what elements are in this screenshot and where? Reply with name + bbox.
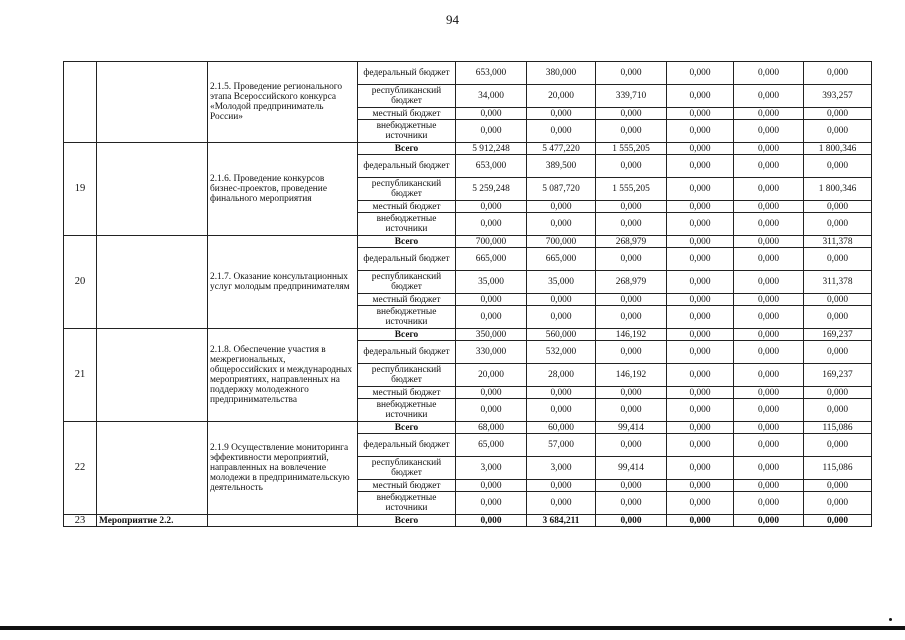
amount-cell: 0,000 xyxy=(804,213,872,236)
amount-cell: 0,000 xyxy=(804,108,872,120)
amount-cell: 1 800,346 xyxy=(804,143,872,155)
amount-cell: 0,000 xyxy=(667,85,734,108)
amount-cell: 0,000 xyxy=(804,155,872,178)
funding-source: федеральный бюджет xyxy=(358,62,456,85)
amount-cell: 0,000 xyxy=(456,108,527,120)
amount-cell: 0,000 xyxy=(667,155,734,178)
table-row xyxy=(64,515,872,527)
amount-cell: 0,000 xyxy=(667,434,734,457)
funding-source: внебюджетные источники xyxy=(358,120,456,143)
amount-cell: 0,000 xyxy=(527,108,596,120)
amount-cell: 0,000 xyxy=(734,515,804,527)
amount-cell: 0,000 xyxy=(596,294,667,306)
amount-cell: 0,000 xyxy=(527,480,596,492)
amount-cell: 0,000 xyxy=(667,480,734,492)
amount-cell: 0,000 xyxy=(527,387,596,399)
amount-cell: 0,000 xyxy=(667,143,734,155)
amount-cell: 0,000 xyxy=(667,306,734,329)
activity-name xyxy=(208,515,358,527)
amount-cell: 0,000 xyxy=(667,62,734,85)
amount-cell: 0,000 xyxy=(667,271,734,294)
amount-cell: 0,000 xyxy=(527,201,596,213)
amount-cell: 0,000 xyxy=(734,213,804,236)
funding-source: внебюджетные источники xyxy=(358,306,456,329)
amount-cell: 0,000 xyxy=(804,492,872,515)
amount-cell: 0,000 xyxy=(456,213,527,236)
amount-cell: 380,000 xyxy=(527,62,596,85)
amount-cell: 0,000 xyxy=(596,387,667,399)
amount-cell: 268,979 xyxy=(596,236,667,248)
amount-cell: 1 555,205 xyxy=(596,178,667,201)
funding-source: внебюджетные источники xyxy=(358,399,456,422)
amount-cell: 20,000 xyxy=(527,85,596,108)
amount-cell: 0,000 xyxy=(734,201,804,213)
amount-cell: 0,000 xyxy=(456,492,527,515)
amount-cell: 0,000 xyxy=(734,248,804,271)
amount-cell: 653,000 xyxy=(456,62,527,85)
funding-source: Всего xyxy=(358,515,456,527)
funding-source: федеральный бюджет xyxy=(358,434,456,457)
amount-cell: 0,000 xyxy=(596,120,667,143)
amount-cell: 0,000 xyxy=(734,85,804,108)
amount-cell: 0,000 xyxy=(667,248,734,271)
amount-cell: 1 555,205 xyxy=(596,143,667,155)
amount-cell: 169,237 xyxy=(804,364,872,387)
amount-cell: 5 259,248 xyxy=(456,178,527,201)
amount-cell: 0,000 xyxy=(527,120,596,143)
amount-cell: 532,000 xyxy=(527,341,596,364)
funding-source: местный бюджет xyxy=(358,108,456,120)
amount-cell: 0,000 xyxy=(804,294,872,306)
amount-cell: 115,086 xyxy=(804,457,872,480)
funding-source: местный бюджет xyxy=(358,294,456,306)
amount-cell: 0,000 xyxy=(596,62,667,85)
amount-cell: 3 684,211 xyxy=(527,515,596,527)
amount-cell: 0,000 xyxy=(596,434,667,457)
amount-cell: 0,000 xyxy=(527,492,596,515)
amount-cell: 0,000 xyxy=(456,480,527,492)
amount-cell: 0,000 xyxy=(804,434,872,457)
funding-source: республиканский бюджет xyxy=(358,457,456,480)
amount-cell: 0,000 xyxy=(527,306,596,329)
funding-source: местный бюджет xyxy=(358,480,456,492)
amount-cell: 0,000 xyxy=(596,213,667,236)
amount-cell: 268,979 xyxy=(596,271,667,294)
amount-cell: 0,000 xyxy=(527,294,596,306)
program-cell xyxy=(97,329,208,422)
amount-cell: 0,000 xyxy=(596,155,667,178)
amount-cell: 0,000 xyxy=(596,492,667,515)
amount-cell: 393,257 xyxy=(804,85,872,108)
amount-cell: 0,000 xyxy=(596,515,667,527)
amount-cell: 169,237 xyxy=(804,329,872,341)
amount-cell: 0,000 xyxy=(734,399,804,422)
funding-source: республиканский бюджет xyxy=(358,364,456,387)
amount-cell: 0,000 xyxy=(734,143,804,155)
amount-cell: 0,000 xyxy=(734,364,804,387)
amount-cell: 60,000 xyxy=(527,422,596,434)
amount-cell: 0,000 xyxy=(456,294,527,306)
amount-cell: 28,000 xyxy=(527,364,596,387)
amount-cell: 0,000 xyxy=(734,120,804,143)
amount-cell: 0,000 xyxy=(734,492,804,515)
amount-cell: 0,000 xyxy=(667,236,734,248)
amount-cell: 0,000 xyxy=(667,178,734,201)
amount-cell: 5 087,720 xyxy=(527,178,596,201)
amount-cell: 3,000 xyxy=(527,457,596,480)
budget-table-body xyxy=(64,62,872,527)
row-number: 21 xyxy=(64,329,97,422)
amount-cell: 0,000 xyxy=(804,387,872,399)
amount-cell: 311,378 xyxy=(804,236,872,248)
amount-cell: 0,000 xyxy=(667,108,734,120)
amount-cell: 311,378 xyxy=(804,271,872,294)
amount-cell: 0,000 xyxy=(667,329,734,341)
amount-cell: 0,000 xyxy=(734,480,804,492)
amount-cell: 0,000 xyxy=(596,341,667,364)
amount-cell: 146,192 xyxy=(596,329,667,341)
amount-cell: 0,000 xyxy=(804,201,872,213)
amount-cell: 0,000 xyxy=(804,515,872,527)
amount-cell: 0,000 xyxy=(667,201,734,213)
amount-cell: 0,000 xyxy=(734,108,804,120)
amount-cell: 1 800,346 xyxy=(804,178,872,201)
amount-cell: 0,000 xyxy=(527,399,596,422)
funding-source: республиканский бюджет xyxy=(358,271,456,294)
amount-cell: 65,000 xyxy=(456,434,527,457)
table-row xyxy=(64,62,872,85)
table-row xyxy=(64,143,872,155)
amount-cell: 0,000 xyxy=(667,213,734,236)
amount-cell: 0,000 xyxy=(667,399,734,422)
amount-cell: 0,000 xyxy=(527,213,596,236)
activity-name: 2.1.9 Осуществление мониторинга эффективности мероприятий, направленных на вовлечение молодежи в предпринимательскую деятельность xyxy=(208,422,358,515)
amount-cell: 115,086 xyxy=(804,422,872,434)
amount-cell: 0,000 xyxy=(804,306,872,329)
activity-name: 2.1.6. Проведение конкурсов бизнес-проектов, проведение финального мероприятия xyxy=(208,143,358,236)
funding-source: федеральный бюджет xyxy=(358,341,456,364)
amount-cell: 68,000 xyxy=(456,422,527,434)
amount-cell: 0,000 xyxy=(734,329,804,341)
funding-source: Всего xyxy=(358,143,456,155)
amount-cell: 700,000 xyxy=(527,236,596,248)
program-cell xyxy=(97,422,208,515)
amount-cell: 0,000 xyxy=(456,201,527,213)
funding-source: Всего xyxy=(358,236,456,248)
amount-cell: 0,000 xyxy=(734,271,804,294)
amount-cell: 0,000 xyxy=(667,387,734,399)
activity-name: 2.1.7. Оказание консультационных услуг молодым предпринимателям xyxy=(208,236,358,329)
amount-cell: 0,000 xyxy=(667,515,734,527)
amount-cell: 0,000 xyxy=(667,457,734,480)
amount-cell: 0,000 xyxy=(804,120,872,143)
row-number: 19 xyxy=(64,143,97,236)
activity-name: 2.1.8. Обеспечение участия в межрегиональных, общероссийских и международных мероприятиях, направленных на поддержку молодежного предпринимательства xyxy=(208,329,358,422)
amount-cell: 0,000 xyxy=(667,364,734,387)
amount-cell: 653,000 xyxy=(456,155,527,178)
table-row xyxy=(64,329,872,341)
amount-cell: 665,000 xyxy=(527,248,596,271)
amount-cell: 389,500 xyxy=(527,155,596,178)
amount-cell: 0,000 xyxy=(596,399,667,422)
scan-speck xyxy=(889,618,892,621)
amount-cell: 146,192 xyxy=(596,364,667,387)
amount-cell: 0,000 xyxy=(734,457,804,480)
program-cell xyxy=(97,62,208,143)
program-cell xyxy=(97,236,208,329)
amount-cell: 3,000 xyxy=(456,457,527,480)
amount-cell: 665,000 xyxy=(456,248,527,271)
amount-cell: 0,000 xyxy=(734,341,804,364)
amount-cell: 5 912,248 xyxy=(456,143,527,155)
amount-cell: 0,000 xyxy=(596,306,667,329)
page-bottom-rule xyxy=(0,626,905,630)
amount-cell: 0,000 xyxy=(596,248,667,271)
funding-source: внебюджетные источники xyxy=(358,492,456,515)
amount-cell: 0,000 xyxy=(456,120,527,143)
row-number xyxy=(64,62,97,143)
activity-name: 2.1.5. Проведение регионального этапа Всероссийского конкурса «Молодой предприниматель России» xyxy=(208,62,358,143)
amount-cell: 0,000 xyxy=(596,108,667,120)
amount-cell: 57,000 xyxy=(527,434,596,457)
amount-cell: 99,414 xyxy=(596,422,667,434)
amount-cell: 0,000 xyxy=(804,480,872,492)
funding-source: местный бюджет xyxy=(358,387,456,399)
amount-cell: 0,000 xyxy=(734,236,804,248)
row-number: 22 xyxy=(64,422,97,515)
amount-cell: 350,000 xyxy=(456,329,527,341)
amount-cell: 0,000 xyxy=(734,294,804,306)
amount-cell: 0,000 xyxy=(804,248,872,271)
row-number: 20 xyxy=(64,236,97,329)
program-cell xyxy=(97,143,208,236)
amount-cell: 0,000 xyxy=(734,422,804,434)
amount-cell: 700,000 xyxy=(456,236,527,248)
amount-cell: 20,000 xyxy=(456,364,527,387)
amount-cell: 34,000 xyxy=(456,85,527,108)
funding-source: федеральный бюджет xyxy=(358,155,456,178)
amount-cell: 0,000 xyxy=(804,62,872,85)
amount-cell: 0,000 xyxy=(667,422,734,434)
amount-cell: 0,000 xyxy=(734,178,804,201)
funding-source: Всего xyxy=(358,422,456,434)
amount-cell: 0,000 xyxy=(804,341,872,364)
amount-cell: 0,000 xyxy=(456,306,527,329)
table-row xyxy=(64,236,872,248)
funding-source: федеральный бюджет xyxy=(358,248,456,271)
amount-cell: 0,000 xyxy=(596,201,667,213)
funding-source: местный бюджет xyxy=(358,201,456,213)
amount-cell: 0,000 xyxy=(734,434,804,457)
amount-cell: 0,000 xyxy=(456,515,527,527)
amount-cell: 35,000 xyxy=(527,271,596,294)
amount-cell: 0,000 xyxy=(596,480,667,492)
amount-cell: 0,000 xyxy=(734,62,804,85)
amount-cell: 0,000 xyxy=(734,155,804,178)
amount-cell: 0,000 xyxy=(456,399,527,422)
amount-cell: 330,000 xyxy=(456,341,527,364)
amount-cell: 99,414 xyxy=(596,457,667,480)
program-cell: Мероприятие 2.2. xyxy=(97,515,208,527)
amount-cell: 0,000 xyxy=(734,306,804,329)
amount-cell: 339,710 xyxy=(596,85,667,108)
amount-cell: 0,000 xyxy=(804,399,872,422)
amount-cell: 35,000 xyxy=(456,271,527,294)
amount-cell: 0,000 xyxy=(667,294,734,306)
table-row xyxy=(64,422,872,434)
amount-cell: 0,000 xyxy=(456,387,527,399)
funding-source: Всего xyxy=(358,329,456,341)
amount-cell: 5 477,220 xyxy=(527,143,596,155)
amount-cell: 0,000 xyxy=(734,387,804,399)
page-number: 94 xyxy=(446,12,459,27)
budget-table xyxy=(63,61,872,527)
amount-cell: 560,000 xyxy=(527,329,596,341)
funding-source: республиканский бюджет xyxy=(358,85,456,108)
amount-cell: 0,000 xyxy=(667,341,734,364)
funding-source: республиканский бюджет xyxy=(358,178,456,201)
amount-cell: 0,000 xyxy=(667,120,734,143)
amount-cell: 0,000 xyxy=(667,492,734,515)
row-number: 23 xyxy=(64,515,97,527)
funding-source: внебюджетные источники xyxy=(358,213,456,236)
